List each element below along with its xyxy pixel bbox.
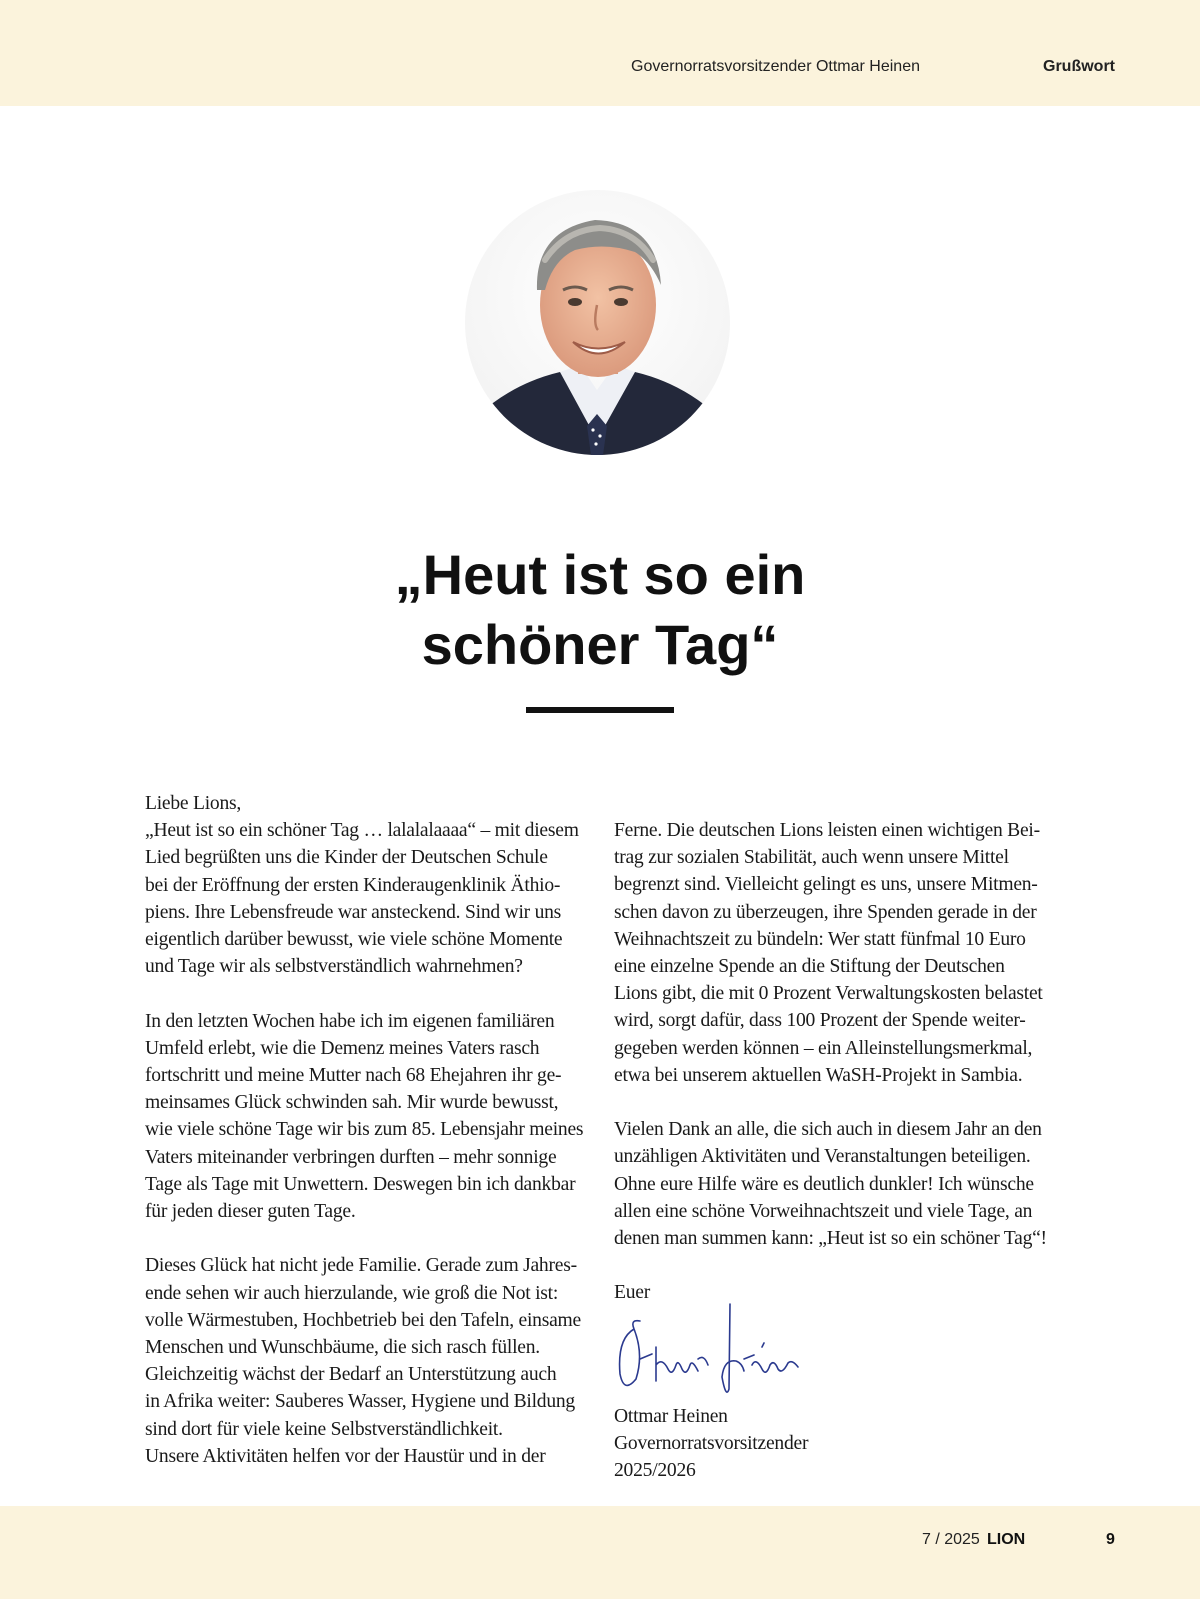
body-text-line: meinsames Glück schwinden sah. Mir wurde bewusst, bbox=[145, 1092, 559, 1114]
body-text-line: Umfeld erlebt, wie die Demenz meines Vaters rasch bbox=[145, 1037, 540, 1059]
body-text-line: Vielen Dank an alle, die sich auch in diesem Jahr an den bbox=[614, 1119, 1042, 1141]
page-header bbox=[0, 0, 1200, 106]
body-text-line: Menschen und Wunschbäume, die sich rasch füllen. bbox=[145, 1337, 540, 1359]
headline-rule bbox=[526, 707, 674, 713]
body-text-line: Gleichzeitig wächst der Bedarf an Unterstützung auch bbox=[145, 1364, 557, 1386]
body-text-line: und Tage wir als selbstverständlich wahrnehmen? bbox=[145, 956, 523, 978]
body-text-line: bei der Eröffnung der ersten Kinderaugenklinik Äthio- bbox=[145, 874, 561, 896]
body-column-left bbox=[145, 790, 590, 1470]
signer-block bbox=[614, 1403, 1059, 1485]
page-footer bbox=[0, 1506, 1200, 1599]
magazine-name: LION bbox=[987, 1531, 1026, 1548]
body-text-line: „Heut ist so ein schöner Tag … lalalalaaaa“ – mit diesem bbox=[145, 820, 579, 842]
body-text-line: Weihnachtszeit zu bündeln: Wer statt fünfmal 10 Euro bbox=[614, 928, 1026, 950]
paragraph-gap bbox=[145, 980, 590, 1007]
paragraph-gap bbox=[145, 1225, 590, 1252]
issue-number: 7 / 2025 bbox=[922, 1531, 980, 1548]
body-text-line: eine einzelne Spende an die Stiftung der Deutschen bbox=[614, 956, 1005, 978]
body-text-line: In den letzten Wochen habe ich im eigenen familiären bbox=[145, 1010, 555, 1032]
body-text-line: etwa bei unserem aktuellen WaSH-Projekt in Sambia. bbox=[614, 1064, 1023, 1086]
paragraph-gap bbox=[614, 1089, 1059, 1116]
signer-line: Governorratsvorsitzender bbox=[614, 1432, 809, 1454]
body-text-line: Liebe Lions, bbox=[145, 793, 242, 814]
body-text-line: sind dort für viele keine Selbstverständlichkeit. bbox=[145, 1418, 503, 1440]
body-text-line: in Afrika weiter: Sauberes Wasser, Hygiene und Bildung bbox=[145, 1391, 575, 1413]
body-text-line: piens. Ihre Lebensfreude war ansteckend. Sind wir uns bbox=[145, 901, 562, 923]
signer-line: 2025/2026 bbox=[614, 1460, 696, 1482]
body-text-line: volle Wärmestuben, Hochbetrieb bei den Tafeln, einsame bbox=[145, 1309, 581, 1331]
body-text-line: wie viele schöne Tage wir bis zum 85. Lebensjahr meines bbox=[145, 1119, 584, 1141]
body-text-line: unzähligen Aktivitäten und Veranstaltungen beteiligen. bbox=[614, 1146, 1031, 1168]
body-text-line: denen man summen kann: „Heut ist so ein schöner Tag“! bbox=[614, 1228, 1047, 1250]
body-text-line: Tage als Tage mit Unwettern. Deswegen bin ich dankbar bbox=[145, 1173, 576, 1195]
handwritten-signature-icon bbox=[612, 1299, 807, 1409]
portrait-icon bbox=[465, 190, 730, 455]
body-text-line: Unsere Aktivitäten helfen vor der Haustür und in der bbox=[145, 1445, 546, 1467]
body-text-line: Lied begrüßten uns die Kinder der Deutschen Schule bbox=[145, 847, 548, 869]
body-text-line: begrenzt sind. Vielleicht gelingt es uns, unsere Mitmen- bbox=[614, 874, 1038, 896]
body-text-line: allen eine schöne Vorweihnachtszeit und viele Tage, an bbox=[614, 1200, 1033, 1222]
signer-line: Ottmar Heinen bbox=[614, 1405, 728, 1427]
body-text-line: eigentlich darüber bewusst, wie viele schöne Momente bbox=[145, 929, 563, 951]
body-text-line: gegeben werden können – ein Alleinstellungsmerkmal, bbox=[614, 1037, 1033, 1059]
body-text-line: trag zur sozialen Stabilität, auch wenn unsere Mittel bbox=[614, 847, 1009, 869]
body-text-line: wird, sorgt dafür, dass 100 Prozent der Spende weiter- bbox=[614, 1010, 1026, 1032]
body-column-right bbox=[614, 817, 1059, 1484]
body-text-line: ende sehen wir auch hierzulande, wie groß die Not ist: bbox=[145, 1282, 559, 1304]
headline-line: „Heut ist so ein bbox=[394, 543, 806, 606]
body-text-line: schen davon zu überzeugen, ihre Spenden gerade in der bbox=[614, 901, 1037, 923]
closing-salutation: Euer bbox=[614, 1282, 650, 1304]
body-text-line: Vaters miteinander verbringen durften – mehr sonnige bbox=[145, 1146, 557, 1168]
portrait-photo bbox=[465, 190, 730, 455]
page-number: 9 bbox=[1106, 1531, 1115, 1548]
body-text-line: fortschritt und meine Mutter nach 68 Ehejahren ihr ge- bbox=[145, 1065, 562, 1087]
body-text-line: Ohne eure Hilfe wäre es deutlich dunkler! Ich wünsche bbox=[614, 1173, 1034, 1195]
paragraph-gap bbox=[614, 1252, 1059, 1279]
body-text-line: Ferne. Die deutschen Lions leisten einen wichtigen Bei- bbox=[614, 820, 1040, 841]
body-text-line: Dieses Glück hat nicht jede Familie. Gerade zum Jahres- bbox=[145, 1255, 577, 1277]
body-text-line: für jeden dieser guten Tage. bbox=[145, 1201, 356, 1223]
headline bbox=[200, 540, 1000, 680]
body-column-right-text bbox=[614, 817, 1059, 1279]
header-subject: Governorratsvorsitzender Ottmar Heinen bbox=[631, 58, 920, 75]
header-section-label: Grußwort bbox=[1043, 58, 1115, 75]
body-text-line: Lions gibt, die mit 0 Prozent Verwaltungskosten belastet bbox=[614, 983, 1043, 1005]
headline-line: schöner Tag“ bbox=[421, 613, 779, 676]
